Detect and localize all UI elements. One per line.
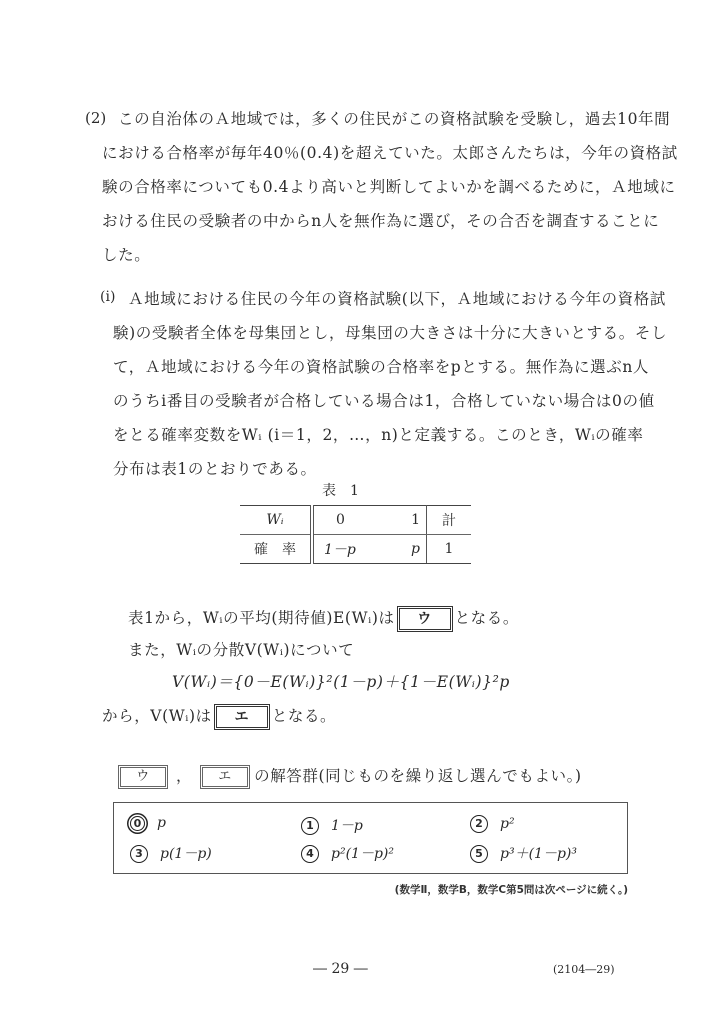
sub-line: 験)の受験者全体を母集団とし，母集団の大きさは十分に大きいとする。そし [113,324,668,342]
circled-number-icon: 2 [470,815,488,833]
choice-3[interactable] [130,843,212,863]
choice-text: p² [500,816,515,832]
sub-line: 分布は表1のとおりである。 [113,460,317,478]
choice-text: p [157,815,166,831]
choice-2[interactable] [470,815,515,833]
choice-text: 1－p [331,818,363,834]
variance-result [102,704,336,730]
probability-table [240,505,471,564]
intro-line: この自治体のＡ地域では，多くの住民がこの資格試験を受験し，過去10年間 [118,110,671,128]
circled-number-icon: 1 [301,817,319,835]
page-code: (2104―29) [553,963,615,976]
page-number: ― 29 ― [313,961,368,977]
header-cell: 計 [427,506,472,535]
row-cell: p [382,535,427,564]
circled-number-icon: 0 [130,816,145,831]
variance-sentence: また，Wᵢの分散V(Wᵢ)について [128,641,355,659]
row-cell: 1－p [312,535,382,564]
row-cell: 1 [427,535,472,564]
choice-text: p²(1－p)² [331,846,394,862]
choice-text: p(1－p) [160,846,212,862]
separator: ， [176,767,193,785]
mean-sentence [128,606,519,632]
mean-suffix: となる。 [454,609,519,627]
choice-text: p³＋(1－p)³ [500,846,577,862]
row-cell: 確 率 [240,535,312,564]
intro-line: 験の合格率についても0.4より高いと判断してよいかを調べるために，Ａ地域に [102,178,676,196]
sub-line: Ａ地域における住民の今年の資格試験(以下，Ａ地域における今年の資格試 [128,290,666,308]
choice-4[interactable] [301,843,394,863]
mean-text: 表1から，Wᵢの平均(期待値)E(Wᵢ)は [128,609,395,627]
answer-box-e[interactable]: エ [214,704,270,730]
choice-5[interactable] [470,843,577,863]
header-cell: Wᵢ [240,506,312,535]
circled-number-icon: 5 [470,845,488,863]
subquestion-number: (i) [100,289,116,305]
answer-group-label: の解答群(同じものを繰り返し選んでもよい。) [254,767,582,785]
answer-box-u[interactable]: ウ [397,606,453,632]
question-number: (2) [85,109,107,127]
answer-group-heading [118,765,582,789]
variance-formula: V(Wᵢ)＝{0－E(Wᵢ)}²(1－p)＋{1－E(Wᵢ)}²p [172,673,510,691]
sub-line: のうちi番目の受験者が合格している場合は1，合格していない場合は0の値 [113,392,655,410]
continue-note: (数学Ⅱ，数学B，数学C第5問は次ページに続く。) [394,884,628,896]
label-box-e: エ [200,765,250,789]
header-cell: 1 [382,506,427,535]
answer-choices-box [113,802,628,874]
variance-text: から，V(Wᵢ)は [102,707,212,725]
intro-line: おける住民の受験者の中からn人を無作為に選び，その合否を調査することに [102,212,660,230]
choice-0[interactable] [130,815,166,831]
table-header-row [240,506,471,535]
circled-number-icon: 4 [301,845,319,863]
header-cell: 0 [312,506,382,535]
intro-line: における合格率が毎年40％(0.4)を超えていた。太郎さんたちは，今年の資格試 [102,144,678,162]
table-caption: 表 1 [322,483,359,499]
label-box-u: ウ [118,765,168,789]
choice-1[interactable] [301,815,363,835]
sub-line: て，Ａ地域における今年の資格試験の合格率をpとする。無作為に選ぶn人 [113,358,649,376]
variance-suffix: となる。 [271,707,337,725]
table-row [240,535,471,564]
sub-line: をとる確率変数をWᵢ (i＝1，2，…，n)と定義する。このとき，Wᵢの確率 [113,426,644,444]
circled-number-icon: 3 [130,845,148,863]
intro-line: した。 [102,246,151,264]
